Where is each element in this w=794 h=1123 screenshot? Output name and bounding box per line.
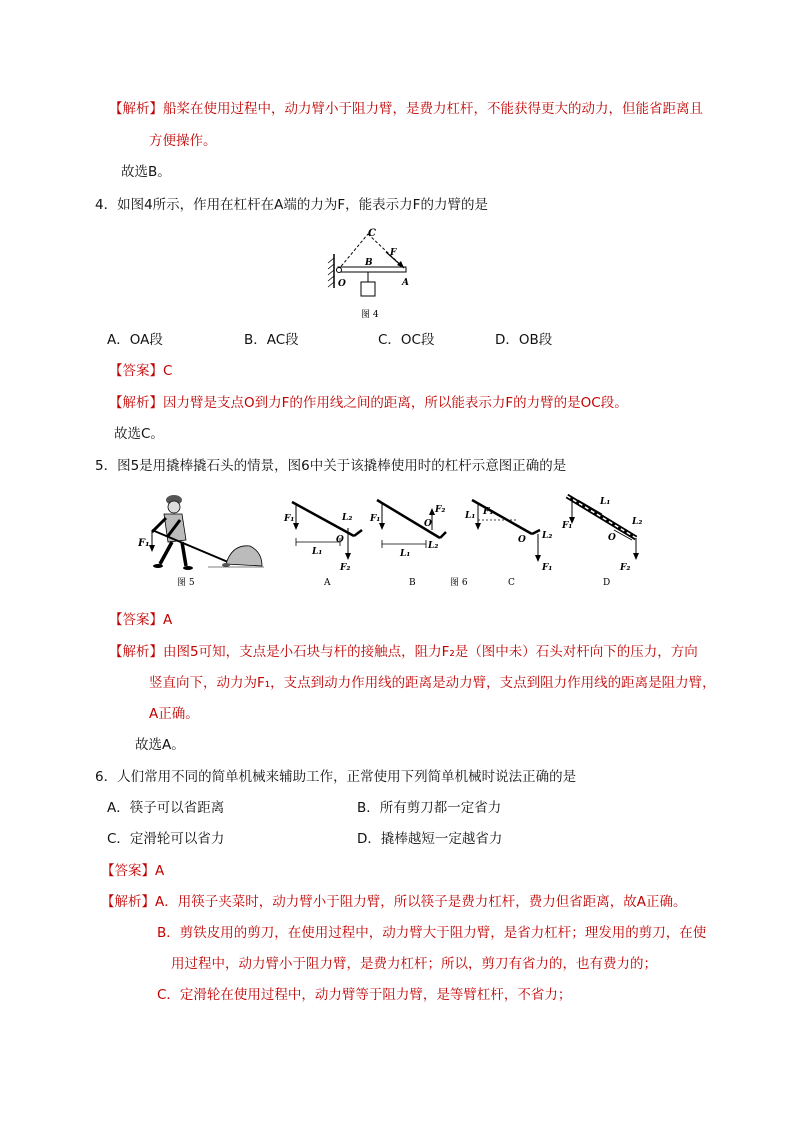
analysis-text: 因力臂是支点O到力F的作用线之间的距离，所以能表示力F的力臂的是OC段。 — [163, 395, 628, 411]
figure-6-panel-d — [561, 496, 642, 588]
label-c: C — [368, 228, 376, 239]
q3-analysis — [109, 100, 703, 118]
q5-choose: 故选A。 — [135, 737, 185, 753]
q4-answer — [109, 362, 172, 380]
q3-choose: 故选B。 — [121, 164, 171, 180]
q3-analysis-line2: 方便操作。 — [149, 133, 217, 149]
q6-option-d: D．撬棒越短一定越省力 — [357, 831, 503, 847]
panel-label-b: B — [409, 578, 416, 588]
q6-analysis-b2: 用过程中，动力臂小于阻力臂，是费力杠杆；所以，剪刀有省力的，也有费力的； — [171, 956, 657, 972]
label-b: B — [365, 258, 373, 268]
analysis-tag: 【解析】 — [109, 644, 163, 660]
b-f2: F₂ — [435, 505, 446, 515]
c-o: O — [518, 535, 526, 545]
a-f2: F₂ — [340, 563, 351, 573]
a-o: O — [336, 535, 344, 545]
q5-analysis-line3: A正确。 — [149, 706, 199, 722]
q6-option-a: A．筷子可以省距离 — [107, 800, 225, 816]
d-l2: L₂ — [632, 517, 643, 527]
d-l1: L₁ — [600, 497, 611, 507]
q6-option-c: C．定滑轮可以省力 — [107, 831, 225, 847]
q5-stem: 5．图5是用撬棒撬石头的情景，图6中关于该撬棒使用时的杠杆示意图正确的是 — [95, 458, 567, 474]
q6-analysis-c: C．定滑轮在使用过程中，动力臂等于阻力臂，是等臂杠杆，不省力； — [157, 987, 572, 1003]
panel-label-a: A — [324, 578, 331, 588]
q6-option-b: B．所有剪刀都一定省力 — [357, 800, 502, 816]
label-f: F — [390, 248, 397, 258]
figure-4-caption: 图 4 — [361, 310, 379, 320]
q5-analysis-line2: 竖直向下，动力为F₁，支点到动力作用线的距离是动力臂，支点到阻力作用线的距离是阻力臂， — [149, 675, 716, 691]
q4-option-c: C．OC段 — [378, 332, 435, 348]
label-a: A — [402, 278, 409, 288]
q4-stem: 4．如图4所示，作用在杠杆在A端的力为F，能表示力F的力臂的是 — [95, 197, 488, 213]
figure-6 — [282, 490, 652, 588]
label-o: O — [338, 279, 346, 289]
a-l1: L₁ — [312, 547, 323, 557]
q4-choose: 故选C。 — [114, 426, 164, 442]
answer-value: A — [163, 612, 173, 628]
answer-value: C — [163, 363, 173, 379]
q6-stem: 6．人们常用不同的简单机械来辅助工作，正常使用下列简单机械时说法正确的是 — [95, 769, 577, 785]
figure-5 — [138, 490, 268, 588]
c-f1: F₁ — [483, 507, 494, 517]
q5-answer — [109, 611, 172, 629]
figure-6-caption: 图 6 — [450, 578, 468, 588]
analysis-tag: 【解析】 — [109, 101, 163, 117]
figure-6-panel-a — [283, 502, 362, 588]
d-f2: F₂ — [620, 563, 631, 573]
analysis-text: 船桨在使用过程中，动力臂小于阻力臂，是费力杠杆，不能获得更大的动力，但能省距离且 — [163, 101, 703, 117]
b-l1: L₁ — [400, 549, 411, 559]
b-l2: L₂ — [428, 541, 439, 551]
panel-label-d: D — [603, 578, 611, 588]
q6-answer — [101, 862, 164, 880]
analysis-tag: 【解析】 — [101, 894, 155, 910]
answer-value: A — [155, 863, 165, 879]
a-l2: L₂ — [342, 513, 353, 523]
q4-option-a: A．OA段 — [107, 332, 163, 348]
q6-analysis — [101, 893, 686, 911]
d-o: O — [608, 533, 616, 543]
answer-tag: 【答案】 — [109, 612, 163, 628]
b-f1: F₁ — [370, 514, 381, 524]
analysis-tag: 【解析】 — [109, 395, 163, 411]
q4-option-b: B．AC段 — [244, 332, 299, 348]
c-l1: L₁ — [465, 511, 476, 521]
a-f1: F₁ — [284, 514, 295, 524]
figure-5-caption: 图 5 — [177, 578, 195, 588]
answer-tag: 【答案】 — [101, 863, 155, 879]
d-f1: F₁ — [562, 521, 573, 531]
answer-tag: 【答案】 — [109, 363, 163, 379]
figure-6-panel-b — [369, 500, 446, 588]
q5-analysis — [109, 643, 698, 661]
q4-option-d: D．OB段 — [495, 332, 553, 348]
c-l2: L₂ — [542, 531, 553, 541]
analysis-text: 由图5可知，支点是小石块与杆的接触点，阻力F₂是（图中未）石头对杆向下的压力，方向 — [163, 644, 698, 660]
analysis-text-a: A．用筷子夹菜时，动力臂小于阻力臂，所以筷子是费力杠杆，费力但省距离，故A正确。 — [155, 894, 687, 910]
q6-analysis-b1: B．剪铁皮用的剪刀，在使用过程中，动力臂大于阻力臂，是省力杠杆；理发用的剪刀，在使 — [157, 925, 707, 941]
figure-6-panel-c — [464, 500, 552, 588]
c-f2: F₁ — [542, 563, 553, 573]
panel-label-c: C — [508, 578, 515, 588]
b-o: O — [424, 519, 432, 529]
q4-analysis — [109, 394, 628, 412]
figure-4 — [318, 222, 428, 320]
figure-5-f1: F₁ — [138, 538, 150, 549]
